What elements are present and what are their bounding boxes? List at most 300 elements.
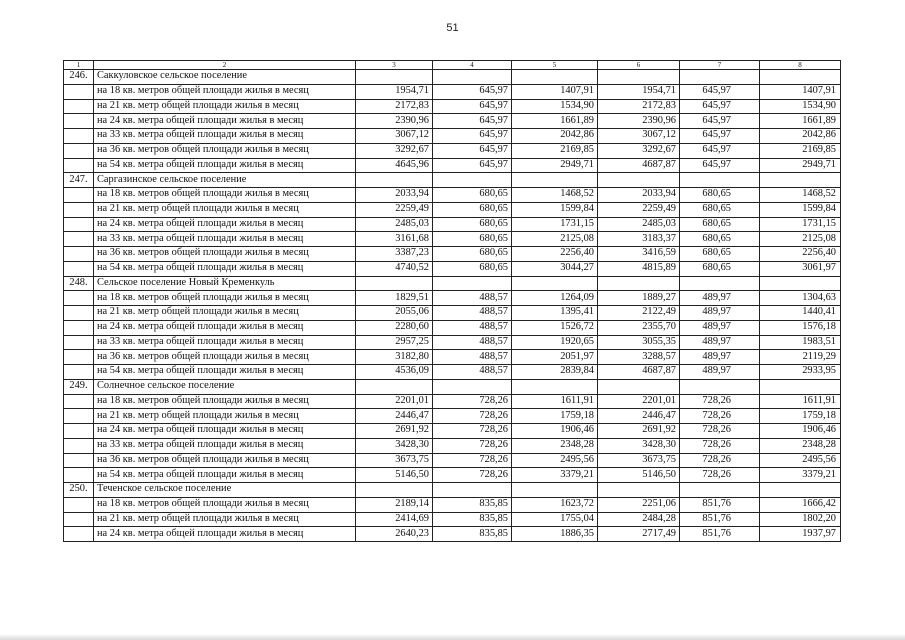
value-cell-col-8: 2933,95 <box>760 365 841 380</box>
row-label: на 21 кв. метр общей площади жилья в месяц <box>94 512 356 527</box>
value-cell-col-4: 728,26 <box>433 438 512 453</box>
value-cell-col-5: 1599,84 <box>512 202 598 217</box>
row-label: на 33 кв. метра общей площади жилья в месяц <box>94 232 356 247</box>
empty-cell <box>680 379 760 394</box>
table-row <box>64 527 841 542</box>
value-cell-col-6: 3428,30 <box>598 438 680 453</box>
empty-cell <box>433 276 512 291</box>
section-number: 250. <box>64 483 94 498</box>
empty-number-cell <box>64 143 94 158</box>
table-row <box>64 468 841 483</box>
table-row <box>64 202 841 217</box>
empty-cell <box>760 70 841 85</box>
empty-cell <box>356 276 433 291</box>
value-cell-col-7: 728,26 <box>680 424 760 439</box>
value-cell-col-3: 2201,01 <box>356 394 433 409</box>
value-cell-col-6: 2172,83 <box>598 99 680 114</box>
table-row <box>64 291 841 306</box>
empty-number-cell <box>64 320 94 335</box>
empty-number-cell <box>64 232 94 247</box>
value-cell-col-5: 1906,46 <box>512 424 598 439</box>
value-cell-col-5: 1623,72 <box>512 497 598 512</box>
column-number-3: 3 <box>356 61 433 70</box>
value-cell-col-5: 1407,91 <box>512 84 598 99</box>
value-cell-col-3: 2390,96 <box>356 114 433 129</box>
column-number-8: 8 <box>760 61 841 70</box>
column-number-row <box>64 61 841 70</box>
row-label: на 21 кв. метр общей площади жилья в месяц <box>94 306 356 321</box>
empty-number-cell <box>64 202 94 217</box>
table-row <box>64 350 841 365</box>
section-title: Теченское сельское поселение <box>94 483 356 498</box>
value-cell-col-4: 488,57 <box>433 350 512 365</box>
value-cell-col-5: 1611,91 <box>512 394 598 409</box>
row-label: на 33 кв. метра общей площади жилья в месяц <box>94 335 356 350</box>
table-row <box>64 158 841 173</box>
row-label: на 24 кв. метра общей площади жилья в месяц <box>94 217 356 232</box>
value-cell-col-6: 3183,37 <box>598 232 680 247</box>
value-cell-col-8: 2125,08 <box>760 232 841 247</box>
row-label: на 24 кв. метра общей площади жилья в месяц <box>94 527 356 542</box>
value-cell-col-7: 680,65 <box>680 202 760 217</box>
row-label: на 36 кв. метров общей площади жилья в месяц <box>94 350 356 365</box>
value-cell-col-7: 680,65 <box>680 247 760 262</box>
section-title: Саргазинское сельское поселение <box>94 173 356 188</box>
value-cell-col-8: 1906,46 <box>760 424 841 439</box>
table-row <box>64 261 841 276</box>
table-row <box>64 365 841 380</box>
value-cell-col-3: 4536,09 <box>356 365 433 380</box>
empty-cell <box>433 379 512 394</box>
value-cell-col-6: 2717,49 <box>598 527 680 542</box>
value-cell-col-8: 1304,63 <box>760 291 841 306</box>
value-cell-col-6: 4687,87 <box>598 365 680 380</box>
value-cell-col-4: 835,85 <box>433 527 512 542</box>
empty-cell <box>598 483 680 498</box>
value-cell-col-4: 488,57 <box>433 306 512 321</box>
value-cell-col-3: 2414,69 <box>356 512 433 527</box>
empty-cell <box>356 70 433 85</box>
value-cell-col-8: 2495,56 <box>760 453 841 468</box>
column-number-7: 7 <box>680 61 760 70</box>
empty-cell <box>433 173 512 188</box>
column-number-4: 4 <box>433 61 512 70</box>
table-row <box>64 114 841 129</box>
value-cell-col-8: 2256,40 <box>760 247 841 262</box>
column-number-2: 2 <box>94 61 356 70</box>
value-cell-col-6: 3288,57 <box>598 350 680 365</box>
value-cell-col-5: 2348,28 <box>512 438 598 453</box>
value-cell-col-8: 1731,15 <box>760 217 841 232</box>
value-cell-col-8: 1468,52 <box>760 188 841 203</box>
value-cell-col-5: 1526,72 <box>512 320 598 335</box>
value-cell-col-8: 1661,89 <box>760 114 841 129</box>
row-label: на 33 кв. метра общей площади жилья в месяц <box>94 129 356 144</box>
value-cell-col-3: 3067,12 <box>356 129 433 144</box>
table-row <box>64 232 841 247</box>
empty-cell <box>433 483 512 498</box>
table-row <box>64 394 841 409</box>
value-cell-col-3: 2259,49 <box>356 202 433 217</box>
value-cell-col-4: 680,65 <box>433 247 512 262</box>
value-cell-col-8: 2348,28 <box>760 438 841 453</box>
row-label: на 18 кв. метров общей площади жилья в месяц <box>94 188 356 203</box>
value-cell-col-5: 3379,21 <box>512 468 598 483</box>
empty-cell <box>598 276 680 291</box>
empty-number-cell <box>64 114 94 129</box>
value-cell-col-5: 1395,41 <box>512 306 598 321</box>
value-cell-col-7: 680,65 <box>680 232 760 247</box>
value-cell-col-4: 835,85 <box>433 512 512 527</box>
value-cell-col-8: 1576,18 <box>760 320 841 335</box>
value-cell-col-8: 1599,84 <box>760 202 841 217</box>
value-cell-col-7: 680,65 <box>680 217 760 232</box>
section-number: 247. <box>64 173 94 188</box>
value-cell-col-3: 1954,71 <box>356 84 433 99</box>
value-cell-col-5: 1468,52 <box>512 188 598 203</box>
value-cell-col-3: 3673,75 <box>356 453 433 468</box>
value-cell-col-3: 1829,51 <box>356 291 433 306</box>
section-header-row <box>64 276 841 291</box>
value-cell-col-3: 2033,94 <box>356 188 433 203</box>
value-cell-col-7: 645,97 <box>680 129 760 144</box>
tariff-table <box>63 60 841 542</box>
empty-number-cell <box>64 527 94 542</box>
value-cell-col-8: 3061,97 <box>760 261 841 276</box>
value-cell-col-7: 489,97 <box>680 335 760 350</box>
empty-cell <box>512 483 598 498</box>
value-cell-col-7: 645,97 <box>680 114 760 129</box>
section-header-row <box>64 173 841 188</box>
value-cell-col-5: 1759,18 <box>512 409 598 424</box>
value-cell-col-8: 3379,21 <box>760 468 841 483</box>
value-cell-col-3: 2280,60 <box>356 320 433 335</box>
value-cell-col-7: 851,76 <box>680 512 760 527</box>
empty-number-cell <box>64 217 94 232</box>
value-cell-col-7: 489,97 <box>680 291 760 306</box>
row-label: на 21 кв. метр общей площади жилья в месяц <box>94 409 356 424</box>
value-cell-col-7: 489,97 <box>680 306 760 321</box>
value-cell-col-3: 2485,03 <box>356 217 433 232</box>
value-cell-col-4: 728,26 <box>433 453 512 468</box>
value-cell-col-5: 2169,85 <box>512 143 598 158</box>
empty-cell <box>680 276 760 291</box>
empty-number-cell <box>64 129 94 144</box>
empty-cell <box>512 70 598 85</box>
value-cell-col-7: 728,26 <box>680 453 760 468</box>
value-cell-col-3: 3161,68 <box>356 232 433 247</box>
table-row <box>64 84 841 99</box>
value-cell-col-8: 1611,91 <box>760 394 841 409</box>
empty-cell <box>512 276 598 291</box>
value-cell-col-7: 645,97 <box>680 99 760 114</box>
value-cell-col-8: 1983,51 <box>760 335 841 350</box>
value-cell-col-8: 1759,18 <box>760 409 841 424</box>
value-cell-col-3: 3428,30 <box>356 438 433 453</box>
value-cell-col-5: 1886,35 <box>512 527 598 542</box>
value-cell-col-6: 3292,67 <box>598 143 680 158</box>
value-cell-col-5: 2495,56 <box>512 453 598 468</box>
table-row <box>64 512 841 527</box>
value-cell-col-6: 2390,96 <box>598 114 680 129</box>
value-cell-col-4: 645,97 <box>433 114 512 129</box>
value-cell-col-5: 3044,27 <box>512 261 598 276</box>
value-cell-col-6: 3055,35 <box>598 335 680 350</box>
empty-number-cell <box>64 84 94 99</box>
section-title: Саккуловское сельское поселение <box>94 70 356 85</box>
row-label: на 36 кв. метров общей площади жилья в месяц <box>94 453 356 468</box>
value-cell-col-5: 1755,04 <box>512 512 598 527</box>
empty-number-cell <box>64 188 94 203</box>
value-cell-col-5: 1264,09 <box>512 291 598 306</box>
value-cell-col-6: 2033,94 <box>598 188 680 203</box>
empty-number-cell <box>64 365 94 380</box>
empty-number-cell <box>64 291 94 306</box>
value-cell-col-3: 2640,23 <box>356 527 433 542</box>
value-cell-col-5: 2256,40 <box>512 247 598 262</box>
value-cell-col-4: 645,97 <box>433 129 512 144</box>
empty-cell <box>356 379 433 394</box>
row-label: на 24 кв. метра общей площади жилья в месяц <box>94 320 356 335</box>
value-cell-col-4: 488,57 <box>433 291 512 306</box>
value-cell-col-5: 2042,86 <box>512 129 598 144</box>
value-cell-col-6: 2251,06 <box>598 497 680 512</box>
value-cell-col-5: 2051,97 <box>512 350 598 365</box>
value-cell-col-4: 645,97 <box>433 99 512 114</box>
value-cell-col-4: 680,65 <box>433 232 512 247</box>
row-label: на 18 кв. метров общей площади жилья в месяц <box>94 497 356 512</box>
empty-number-cell <box>64 424 94 439</box>
empty-cell <box>680 173 760 188</box>
empty-cell <box>760 276 841 291</box>
value-cell-col-7: 680,65 <box>680 188 760 203</box>
table-row <box>64 99 841 114</box>
empty-cell <box>356 173 433 188</box>
empty-cell <box>760 483 841 498</box>
value-cell-col-5: 1534,90 <box>512 99 598 114</box>
value-cell-col-3: 2446,47 <box>356 409 433 424</box>
value-cell-col-7: 680,65 <box>680 261 760 276</box>
section-title: Солнечное сельское поселение <box>94 379 356 394</box>
value-cell-col-4: 488,57 <box>433 365 512 380</box>
value-cell-col-4: 680,65 <box>433 202 512 217</box>
value-cell-col-3: 3387,23 <box>356 247 433 262</box>
column-number-6: 6 <box>598 61 680 70</box>
value-cell-col-7: 645,97 <box>680 143 760 158</box>
empty-cell <box>680 483 760 498</box>
empty-number-cell <box>64 350 94 365</box>
table-row <box>64 497 841 512</box>
value-cell-col-6: 2446,47 <box>598 409 680 424</box>
row-label: на 54 кв. метра общей площади жилья в месяц <box>94 158 356 173</box>
section-title: Сельское поселение Новый Кременкуль <box>94 276 356 291</box>
value-cell-col-3: 4645,96 <box>356 158 433 173</box>
value-cell-col-3: 2189,14 <box>356 497 433 512</box>
section-number: 248. <box>64 276 94 291</box>
value-cell-col-6: 3673,75 <box>598 453 680 468</box>
value-cell-col-6: 4815,89 <box>598 261 680 276</box>
value-cell-col-4: 488,57 <box>433 335 512 350</box>
value-cell-col-4: 680,65 <box>433 217 512 232</box>
value-cell-col-7: 728,26 <box>680 468 760 483</box>
empty-cell <box>512 173 598 188</box>
table-row <box>64 320 841 335</box>
value-cell-col-6: 2122,49 <box>598 306 680 321</box>
row-label: на 36 кв. метров общей площади жилья в месяц <box>94 247 356 262</box>
value-cell-col-4: 835,85 <box>433 497 512 512</box>
value-cell-col-4: 645,97 <box>433 143 512 158</box>
value-cell-col-7: 489,97 <box>680 350 760 365</box>
empty-number-cell <box>64 158 94 173</box>
row-label: на 18 кв. метров общей площади жилья в месяц <box>94 291 356 306</box>
row-label: на 24 кв. метра общей площади жилья в месяц <box>94 114 356 129</box>
column-number-1: 1 <box>64 61 94 70</box>
value-cell-col-7: 851,76 <box>680 497 760 512</box>
row-label: на 21 кв. метр общей площади жилья в месяц <box>94 202 356 217</box>
empty-number-cell <box>64 306 94 321</box>
table-row <box>64 247 841 262</box>
empty-number-cell <box>64 497 94 512</box>
value-cell-col-4: 728,26 <box>433 409 512 424</box>
value-cell-col-5: 2949,71 <box>512 158 598 173</box>
value-cell-col-6: 4687,87 <box>598 158 680 173</box>
row-label: на 18 кв. метров общей площади жилья в месяц <box>94 84 356 99</box>
value-cell-col-8: 2169,85 <box>760 143 841 158</box>
empty-number-cell <box>64 261 94 276</box>
value-cell-col-7: 645,97 <box>680 158 760 173</box>
value-cell-col-8: 2042,86 <box>760 129 841 144</box>
empty-number-cell <box>64 247 94 262</box>
value-cell-col-7: 645,97 <box>680 84 760 99</box>
empty-cell <box>433 70 512 85</box>
value-cell-col-4: 728,26 <box>433 468 512 483</box>
value-cell-col-6: 2691,92 <box>598 424 680 439</box>
value-cell-col-7: 728,26 <box>680 438 760 453</box>
value-cell-col-3: 4740,52 <box>356 261 433 276</box>
empty-number-cell <box>64 99 94 114</box>
value-cell-col-3: 5146,50 <box>356 468 433 483</box>
value-cell-col-6: 1889,27 <box>598 291 680 306</box>
table-row <box>64 143 841 158</box>
empty-number-cell <box>64 468 94 483</box>
value-cell-col-6: 1954,71 <box>598 84 680 99</box>
section-header-row <box>64 379 841 394</box>
row-label: на 54 кв. метра общей площади жилья в месяц <box>94 261 356 276</box>
value-cell-col-3: 3182,80 <box>356 350 433 365</box>
value-cell-col-6: 2355,70 <box>598 320 680 335</box>
value-cell-col-3: 2055,06 <box>356 306 433 321</box>
value-cell-col-4: 488,57 <box>433 320 512 335</box>
row-label: на 21 кв. метр общей площади жилья в месяц <box>94 99 356 114</box>
table-row <box>64 217 841 232</box>
value-cell-col-6: 2201,01 <box>598 394 680 409</box>
value-cell-col-6: 3067,12 <box>598 129 680 144</box>
page-number: 51 <box>446 22 459 34</box>
empty-number-cell <box>64 335 94 350</box>
section-header-row <box>64 483 841 498</box>
value-cell-col-8: 1407,91 <box>760 84 841 99</box>
value-cell-col-4: 645,97 <box>433 84 512 99</box>
row-label: на 54 кв. метра общей площади жилья в месяц <box>94 468 356 483</box>
scan-edge <box>0 634 905 640</box>
column-number-5: 5 <box>512 61 598 70</box>
value-cell-col-4: 680,65 <box>433 188 512 203</box>
value-cell-col-4: 680,65 <box>433 261 512 276</box>
empty-number-cell <box>64 394 94 409</box>
value-cell-col-8: 2119,29 <box>760 350 841 365</box>
value-cell-col-4: 728,26 <box>433 394 512 409</box>
value-cell-col-4: 728,26 <box>433 424 512 439</box>
row-label: на 36 кв. метров общей площади жилья в месяц <box>94 143 356 158</box>
empty-cell <box>598 173 680 188</box>
value-cell-col-5: 1661,89 <box>512 114 598 129</box>
value-cell-col-8: 1937,97 <box>760 527 841 542</box>
empty-number-cell <box>64 453 94 468</box>
empty-cell <box>356 483 433 498</box>
section-header-row <box>64 70 841 85</box>
table-row <box>64 306 841 321</box>
value-cell-col-5: 2839,84 <box>512 365 598 380</box>
value-cell-col-3: 2957,25 <box>356 335 433 350</box>
value-cell-col-6: 5146,50 <box>598 468 680 483</box>
empty-number-cell <box>64 512 94 527</box>
value-cell-col-5: 1920,65 <box>512 335 598 350</box>
value-cell-col-7: 728,26 <box>680 409 760 424</box>
table-row <box>64 335 841 350</box>
table-row <box>64 453 841 468</box>
empty-number-cell <box>64 409 94 424</box>
value-cell-col-3: 2172,83 <box>356 99 433 114</box>
value-cell-col-8: 1666,42 <box>760 497 841 512</box>
row-label: на 18 кв. метров общей площади жилья в месяц <box>94 394 356 409</box>
table-row <box>64 129 841 144</box>
table-row <box>64 188 841 203</box>
empty-cell <box>760 173 841 188</box>
value-cell-col-7: 489,97 <box>680 365 760 380</box>
value-cell-col-6: 2259,49 <box>598 202 680 217</box>
empty-cell <box>512 379 598 394</box>
value-cell-col-5: 1731,15 <box>512 217 598 232</box>
value-cell-col-8: 2949,71 <box>760 158 841 173</box>
table-row <box>64 424 841 439</box>
table-body <box>64 70 841 542</box>
row-label: на 24 кв. метра общей площади жилья в месяц <box>94 424 356 439</box>
value-cell-col-8: 1802,20 <box>760 512 841 527</box>
value-cell-col-7: 851,76 <box>680 527 760 542</box>
value-cell-col-3: 2691,92 <box>356 424 433 439</box>
value-cell-col-7: 728,26 <box>680 394 760 409</box>
section-number: 246. <box>64 70 94 85</box>
value-cell-col-6: 3416,59 <box>598 247 680 262</box>
table-row <box>64 409 841 424</box>
value-cell-col-7: 489,97 <box>680 320 760 335</box>
empty-cell <box>680 70 760 85</box>
row-label: на 33 кв. метра общей площади жилья в месяц <box>94 438 356 453</box>
empty-cell <box>760 379 841 394</box>
value-cell-col-8: 1534,90 <box>760 99 841 114</box>
section-number: 249. <box>64 379 94 394</box>
value-cell-col-6: 2484,28 <box>598 512 680 527</box>
value-cell-col-8: 1440,41 <box>760 306 841 321</box>
empty-cell <box>598 379 680 394</box>
empty-cell <box>598 70 680 85</box>
row-label: на 54 кв. метра общей площади жилья в месяц <box>94 365 356 380</box>
value-cell-col-6: 2485,03 <box>598 217 680 232</box>
empty-number-cell <box>64 438 94 453</box>
value-cell-col-3: 3292,67 <box>356 143 433 158</box>
value-cell-col-5: 2125,08 <box>512 232 598 247</box>
table-row <box>64 438 841 453</box>
